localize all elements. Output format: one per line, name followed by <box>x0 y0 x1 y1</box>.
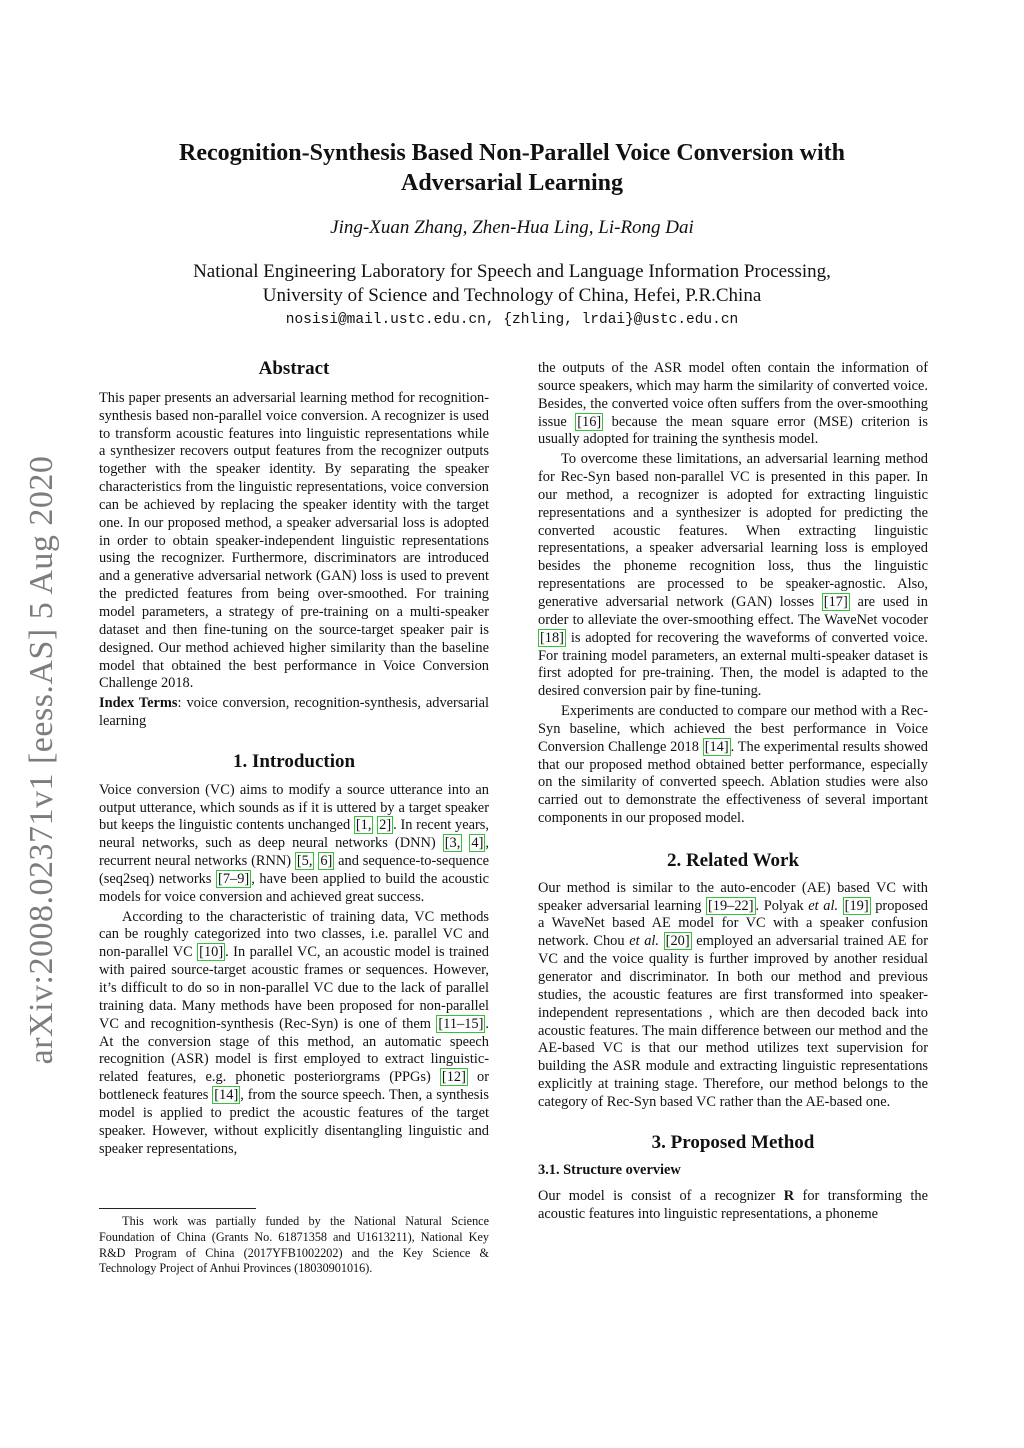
intro-paragraph-2: According to the characteristic of training data, VC methods can be roughly categorized into two classes, i.e. parallel VC and non-parallel VC [10] . In parallel VC, an acoustic model is trained with paired source-target acoustic frames or sequences. However, it’s difficult to do so in non-parallel VC due to the lack of parallel training data. Many methods have been proposed for non-parallel VC and recognition-synthesis (Rec-Syn) is one of them [11–15] . At the conversion stage of this method, an automatic speech recognition (ASR) model is first employed to extract linguistic-related features, e.g. phonetic posteriorgrams (PPGs) [12] or bottleneck features [14] , from the source speech. Then, a synthesis model is applied to predict the acoustic features of the target speaker. However, without explicitly disentangling linguistic and speaker representations, <box>99 908 490 1157</box>
intro-paragraph-4: To overcome these limitations, an adversarial learning method for Rec-Syn based non-parallel VC is presented in this paper. In our method, a recognizer is adopted for extracting linguistic representations and a synthesizer is adopted for predicting the converted acoustic features. When extracting linguistic representations, a speaker adversarial learning loss is employed besides the phoneme recognition loss, thus the linguistic representations are processed to be speaker-agnostic. Also, generative adversarial network (GAN) losses [17] are used in order to alleviate the over-smoothing effect. The WaveNet vocoder [18] is adopted for recovering the waveforms of converted voice. For training model parameters, an external multi-speaker dataset is first adopted for pre-training. Then, the model is adapted to the desired conversion pair by fine-tuning. <box>538 451 928 700</box>
abstract-heading: Abstract <box>258 358 330 379</box>
paper-title <box>120 138 904 198</box>
citation-link[interactable]: 2] <box>379 817 392 834</box>
arxiv-stamp <box>12 440 72 1080</box>
citation-link[interactable]: 6] <box>320 853 333 870</box>
intro-paragraph-1: Voice conversion (VC) aims to modify a source utterance into an output utterance, which sounds as if it is uttered by a target speaker but keeps the linguistic contents unchanged [1, 2] . In recent years, neural networks, such as deep neural networks (DNN) [3, 4] , recurrent neural networks (RNN) [5, 6] and sequence-to-sequence (seq2seq) networks [7–9] , have been applied to build the acoustic models for voice conversion and achieved great success. <box>99 781 489 905</box>
index-terms <box>99 695 489 731</box>
author-emails: nosisi@mail.ustc.edu.cn, {zhling, lrdai}@ustc.edu.cn <box>285 312 739 328</box>
affiliation-line-1: National Engineering Laboratory for Speech and Language Information Processing, <box>193 261 831 282</box>
right-column <box>538 360 928 1224</box>
paper-title-line-2: Adversarial Learning <box>401 170 623 196</box>
structure-overview-heading: 3.1. Structure overview <box>538 1161 681 1178</box>
citation-link[interactable]: [19] <box>844 897 869 914</box>
citation-link[interactable]: [20] <box>665 933 690 950</box>
citation-link[interactable]: [17] <box>823 593 848 610</box>
citation-link[interactable]: 4] <box>471 835 484 852</box>
citation-link[interactable]: [11–15] <box>438 1015 484 1032</box>
citation-link[interactable]: [3, <box>444 835 461 852</box>
proposed-method-heading: 3. Proposed Method <box>651 1131 815 1153</box>
footnote-rule <box>99 1208 256 1209</box>
affiliation-line-2: University of Science and Technology of China, Hefei, P.R.China <box>262 285 762 306</box>
index-terms-text: : voice conversion, recognition-synthesis, adversarial learning <box>99 695 489 730</box>
citation-link[interactable]: [7–9] <box>218 870 250 887</box>
citation-link[interactable]: [12] <box>441 1069 466 1086</box>
arxiv-stamp-text: arXiv:2008.02371v1 [eess.AS] 5 Aug 2020 <box>23 455 60 1065</box>
structure-overview-paragraph: Our model is consist of a recognizer R for transforming the acoustic features into linguistic representations, a phoneme <box>538 1188 928 1223</box>
footnote-text: This work was partially funded by the National Natural Science Foundation of China (Grants No. 61871358 and U1613211), National Key R&D Program of China (2017YFB1002202) and the Key Science & Technology Project of Anhui Provinces (18030901016). <box>99 1214 489 1276</box>
abstract-text: This paper presents an adversarial learning method for recognition-synthesis based non-parallel voice conversion. A recognizer is used to transform acoustic features into linguistic representations while a synthesizer recovers output features from the recognizer outputs together with the speaker identity. By separating the speaker characteristics from the linguistic representations, voice conversion can be achieved by replacing the speaker identity with the target one. In our proposed method, a speaker adversarial loss is adopted in order to obtain speaker-independent linguistic representations using the recognizer. Furthermore, discriminators are introduced and a generative adversarial network (GAN) loss is used to prevent the predicted features from being over-smoothed. For training model parameters, a strategy of pre-training on a multi-speaker dataset and then fine-tuning on the source-target speaker pair is designed. Our method achieved higher similarity than the baseline model that obtained the best performance in Voice Conversion Challenge 2018. <box>99 389 489 692</box>
introduction-heading: 1. Introduction <box>232 750 356 772</box>
authors: Jing-Xuan Zhang, Zhen-Hua Ling, Li-Rong Dai <box>330 217 694 238</box>
intro-paragraph-5: Experiments are conducted to compare our method with a Rec-Syn baseline, which achieved the best performance in Voice Conversion Challenge 2018 [14] . The experimental results showed that our proposed method obtained better performance, especially on the similarity of converted speech. Ablation studies were also carried out to demonstrate the effectiveness of several important components in our proposed model. <box>538 703 928 827</box>
citation-link[interactable]: [14] <box>704 738 729 755</box>
left-column <box>99 360 489 1158</box>
affiliation <box>120 260 904 308</box>
citation-link[interactable]: [16] <box>577 413 602 430</box>
index-terms-label: Index Terms <box>99 695 178 712</box>
intro-paragraph-3: the outputs of the ASR model often contain the information of source speakers, which may harm the similarity of converted voice. Besides, the converted voice often suffers from the over-smoothing issue [16] because the mean square error (MSE) criterion is usually adopted for training the synthesis model. <box>538 360 928 448</box>
citation-link[interactable]: [14] <box>214 1087 239 1104</box>
related-work-paragraph: Our method is similar to the auto-encoder (AE) based VC with speaker adversarial learning [19–22] . Polyak et al. [19] proposed a WaveNet based AE model for VC with a speaker confusion network. Chou et al. [20] employed an adversarial trained AE for VC and the voice quality is further improved by another residual generator and discriminator. In both our method and previous studies, the acoustic features are first transformed into speaker-independent representations , which are then decoded back into acoustic features. The main difference between our method and the AE-based VC is that our method utilizes text supervision for building the ASR module and extracting linguistic representations explicitly at training stage. Therefore, our method belongs to the category of Rec-Syn based VC rather than the AE-based one. <box>538 879 928 1110</box>
paper-title-line-1: Recognition-Synthesis Based Non-Parallel Voice Conversion with <box>178 140 846 166</box>
related-work-heading: 2. Related Work <box>666 849 800 871</box>
citation-link[interactable]: [1, <box>355 817 372 834</box>
citation-link[interactable]: [10] <box>199 944 224 961</box>
citation-link[interactable]: [19–22] <box>707 897 754 914</box>
footnote <box>99 1214 489 1277</box>
citation-link[interactable]: [5, <box>296 853 313 870</box>
citation-link[interactable]: [18] <box>540 629 564 646</box>
